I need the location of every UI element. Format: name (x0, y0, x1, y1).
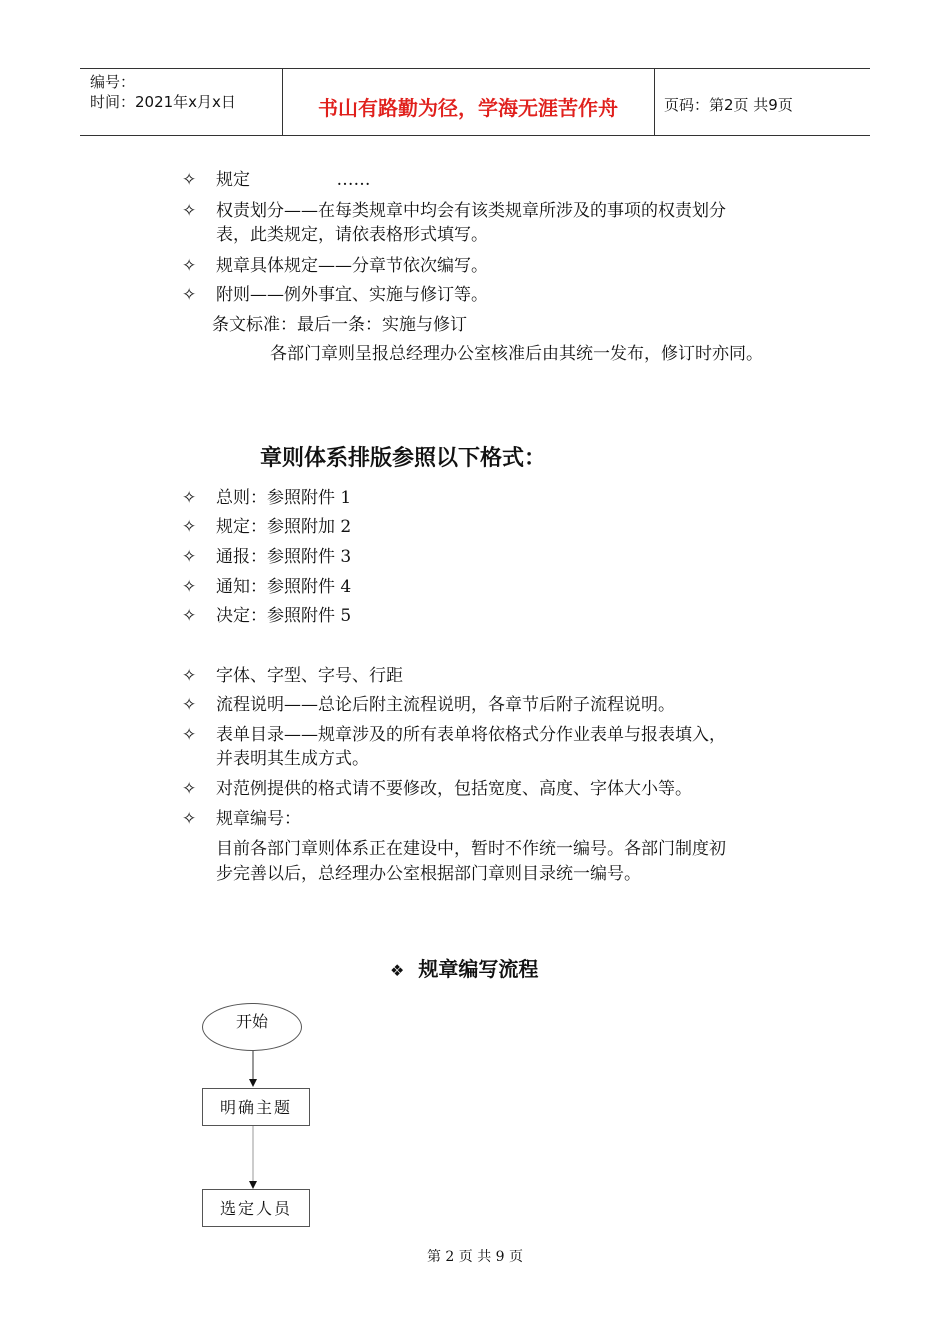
list-item-text: 总则：参照附件 1 (216, 488, 352, 508)
list-item-text: 对范例提供的格式请不要修改，包括宽度、高度、字体大小等。 (216, 779, 692, 799)
diamond-bullet-icon: ✧ (182, 256, 197, 276)
flow-title-text: 规章编写流程 (418, 957, 539, 981)
list-item-text: 权责划分——在每类规章中均会有该类规章所涉及的事项的权责划分 (216, 201, 726, 221)
diamond-bullet-icon: ✧ (182, 577, 197, 597)
list-item-text: 通报：参照附件 3 (216, 547, 352, 567)
list-item-text: 规定：参照附加 2 (216, 517, 352, 537)
diamond-bullet-icon: ✧ (182, 725, 197, 745)
numbering-note-line1: 目前各部门章则体系正在建设中，暂时不作统一编号。各部门制度初 (216, 839, 726, 859)
diamond-bullet-icon: ✧ (182, 695, 197, 715)
diamond-bullet-icon: ✧ (182, 666, 197, 686)
flow-start-node: 开始 (202, 1003, 302, 1051)
diamond-bullet-icon: ✧ (182, 606, 197, 626)
flow-step-select-staff: 选定人员 (202, 1189, 310, 1227)
diamond-bullet-icon: ✧ (182, 809, 197, 829)
list-item-text: 通知：参照附件 4 (216, 577, 352, 597)
list-item-text: 流程说明——总论后附主流程说明，各章节后附子流程说明。 (216, 695, 675, 715)
list-item-text: 规章编号： (216, 809, 301, 829)
diamond-bullet-icon: ✧ (182, 170, 197, 190)
diamond-bullet-icon: ✧ (182, 517, 197, 537)
arrowhead-icon (249, 1079, 257, 1087)
arrowhead-icon (249, 1181, 257, 1189)
diamond-bullet-icon: ✧ (182, 779, 197, 799)
diamond-cross-icon: ❖ (390, 961, 405, 980)
numbering-note-line2: 步完善以后，总经理办公室根据部门章则目录统一编号。 (216, 864, 641, 884)
header-time-label: 时间：2021年x月x日 (90, 93, 236, 111)
list-item-text: 附则——例外事宜、实施与修订等。 (216, 285, 488, 305)
diamond-bullet-icon: ✧ (182, 285, 197, 305)
list-item-text-cont: 表，此类规定，请依表格形式填写。 (216, 225, 488, 245)
list-item-text: 表单目录——规章涉及的所有表单将依格式分作业表单与报表填入， (216, 725, 726, 745)
diamond-bullet-icon: ✧ (182, 488, 197, 508)
page-footer: 第 2 页 共 9 页 (426, 1249, 524, 1265)
clause-standard: 条文标准：最后一条：实施与修订 (212, 315, 467, 335)
clause-body: 各部门章则呈报总经理办公室核准后由其统一发布，修订时亦同。 (270, 344, 763, 364)
header-page-info: 页码：第2页 共9页 (664, 96, 793, 114)
header-code-label: 编号： (90, 73, 136, 91)
flow-step-define-topic: 明确主题 (202, 1088, 310, 1126)
diamond-bullet-icon: ✧ (182, 547, 197, 567)
header-motto: 书山有路勤为径，学海无涯苦作舟 (318, 96, 618, 120)
list-item-text: 规定 …… (216, 170, 371, 190)
list-item-text-cont: 并表明其生成方式。 (216, 749, 369, 769)
section-heading: 章则体系排版参照以下格式： (260, 446, 547, 471)
list-item-text: 字体、字型、字号、行距 (216, 666, 403, 686)
list-item-text: 规章具体规定——分章节依次编写。 (216, 256, 488, 276)
diamond-bullet-icon: ✧ (182, 201, 197, 221)
list-item-text: 决定：参照附件 5 (216, 606, 352, 626)
